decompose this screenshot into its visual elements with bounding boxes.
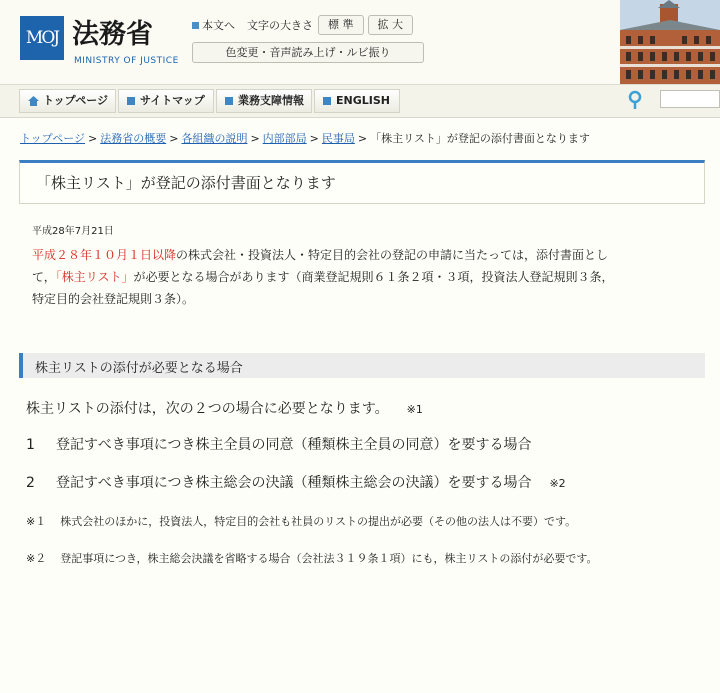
breadcrumb-separator: > [88,132,98,145]
font-size-standard-button[interactable]: 標 準 [318,15,364,35]
section-lead [26,398,423,418]
breadcrumb-link-organizations[interactable]: 各組織の説明 [181,132,248,145]
moj-logo-mark: MOJ [20,16,64,60]
square-bullet-icon [192,22,199,29]
footnote-mark: ※１ [26,515,47,528]
nav-item-label: トップページ [43,94,109,107]
footnote-text: 株式会社のほかに，投資法人，特定目的会社も社員のリストの提出が必要（その他の法人は不要）です。 [60,515,577,528]
nav-item-label: 業務支障情報 [238,94,304,107]
post-date: 平成28年7月21日 [32,226,114,237]
nav-item-english[interactable] [314,89,400,113]
utility-bar [192,14,417,36]
nav-item-label: ENGLISH [336,94,390,107]
case-number: 2 [26,475,35,491]
section-heading [19,353,705,378]
breadcrumb-separator: > [357,132,368,145]
square-bullet-icon [127,97,135,105]
nav-item-sitemap[interactable] [118,89,214,113]
nav-item-service-info[interactable] [216,89,312,113]
intro-text: の株式会社・投資法人・特定目的会社の登記の申請に当たっては，添付書面とし [176,248,609,262]
footnote-ref-1: ※1 [406,403,423,416]
page-title: 「株主リスト」が登記の添付書面となります [36,174,336,192]
skip-to-content-label: 本文へ [202,19,235,32]
accessibility-tools-button[interactable]: 色変更・音声読み上げ・ルビ振り [192,42,424,63]
breadcrumb [20,130,720,146]
global-nav [0,84,720,118]
case-number: 1 [26,437,35,453]
site-search-input[interactable] [660,90,720,108]
skip-to-content-link[interactable] [192,17,235,33]
footnote-text: 登記事項につき，株主総会決議を省略する場合（会社法３１９条１項）にも，株主リストの添付が必要です。 [60,552,598,565]
ministry-building-image [620,0,720,84]
section-lead-text: 株主リストの添付は，次の２つの場合に必要となります。 [26,401,389,417]
intro-line-3: 特定目的会社登記規則３条）。 [32,292,195,306]
font-size-large-button[interactable]: 拡 大 [368,15,414,35]
site-logo[interactable] [20,8,182,72]
breadcrumb-current: 「株主リスト」が登記の添付書面となります [370,132,590,145]
intro-line-2 [32,266,614,288]
intro-text: が必要となる場合があります（商業登記規則６１条２項・３項，投資法人登記規則３条， [133,270,614,284]
breadcrumb-link-top[interactable]: トップページ [20,132,86,145]
case-text: 登記すべき事項につき株主全員の同意（種類株主全員の同意）を要する場合 [56,437,532,453]
breadcrumb-separator: > [309,132,319,145]
home-icon [28,96,39,106]
section-title: 株主リストの添付が必要となる場合 [35,361,243,376]
breadcrumb-link-civil-affairs[interactable]: 民事局 [321,132,355,145]
footnote-mark: ※２ [26,552,47,565]
breadcrumb-link-overview[interactable]: 法務省の概要 [100,132,167,145]
nav-item-top-page[interactable] [19,89,116,113]
logo-name: 法務省 [72,19,153,50]
page-title-box [19,160,705,204]
intro-line-1 [32,244,614,266]
case-item-2 [26,472,566,492]
square-bullet-icon [225,97,233,105]
breadcrumb-separator: > [250,132,260,145]
footnote-2 [26,551,710,566]
breadcrumb-link-internal-bureaus[interactable]: 内部部局 [262,132,307,145]
site-header [0,0,720,84]
breadcrumb-separator: > [169,132,179,145]
intro-highlight-shareholder-list: 「株主リスト」 [55,270,134,284]
square-bullet-icon [323,97,331,105]
logo-english-name: MINISTRY OF JUSTICE [74,56,179,66]
footnote-1 [26,514,710,529]
intro-highlight-date: 平成２８年１０月１日以降 [32,248,177,262]
case-text: 登記すべき事項につき株主総会の決議（種類株主総会の決議）を要する場合 [56,475,532,491]
intro-paragraph [32,244,614,310]
footnote-ref-2: ※2 [549,477,566,490]
font-size-label: 文字の大きさ [247,19,313,32]
search-icon[interactable] [628,90,644,110]
intro-text: て， [32,270,56,284]
case-item-1 [26,434,531,454]
nav-item-label: サイトマップ [140,94,205,107]
